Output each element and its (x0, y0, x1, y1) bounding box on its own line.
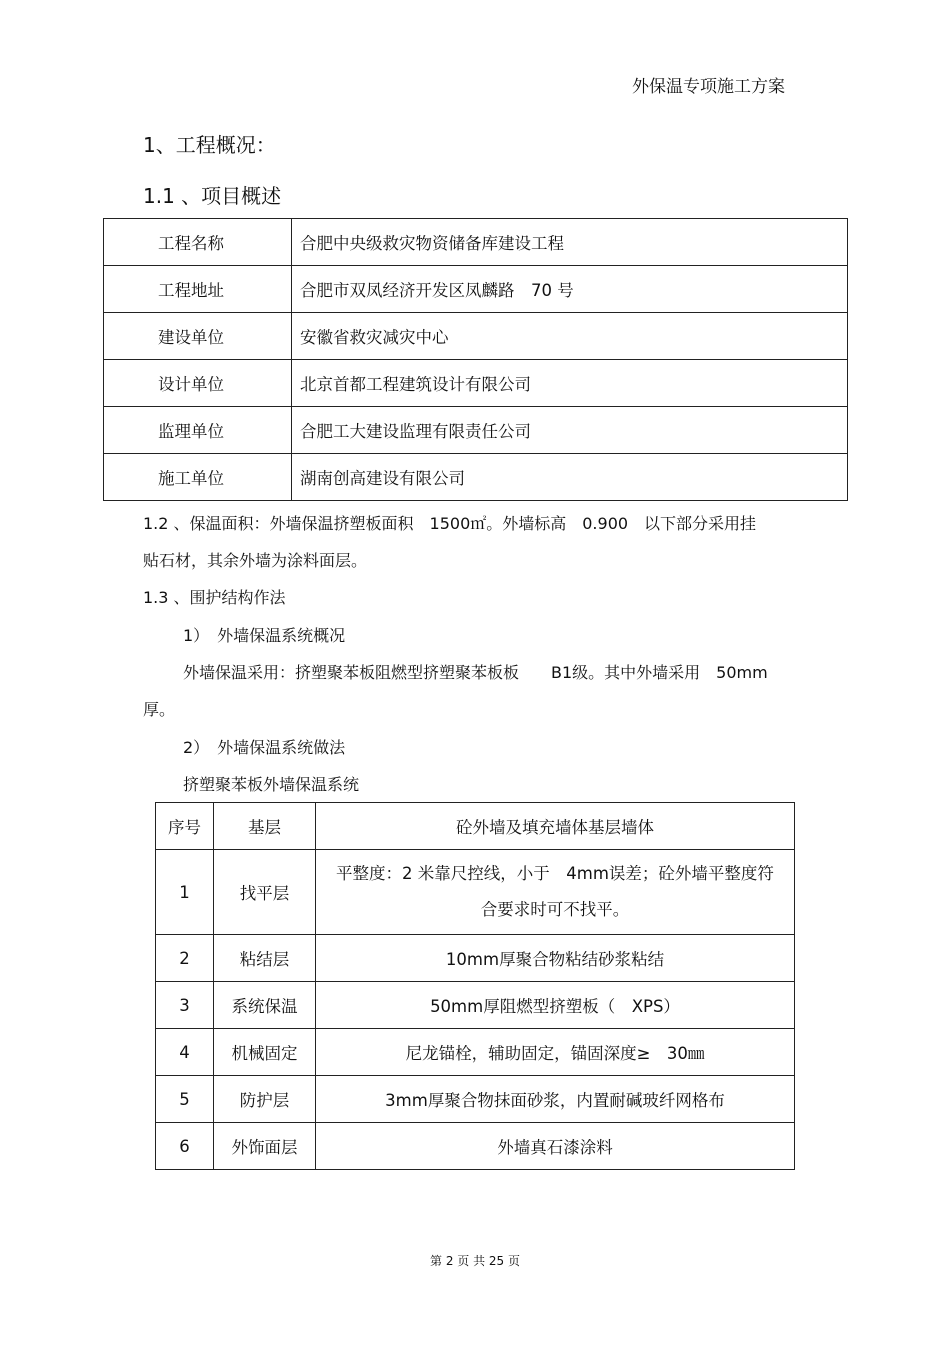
row-number: 2 (156, 935, 214, 982)
paragraph-1-2-line1: 1.2 、保温面积：外墙保温挤塑板面积 1500㎡。外墙标高 0.900 以下部分采用挂 (143, 514, 757, 533)
row-layer-name: 找平层 (214, 850, 316, 935)
row-description: 外墙真石漆涂料 (316, 1123, 795, 1170)
item-1-text-line1: 外墙保温采用：挤塑聚苯板阻燃型挤塑聚苯板板 B1级。其中外墙采用 50mm (183, 663, 768, 682)
row-label: 施工单位 (104, 454, 292, 501)
row-description: 50mm厚阻燃型挤塑板（ XPS） (316, 982, 795, 1029)
row-layer-name: 防护层 (214, 1076, 316, 1123)
row-description: 尼龙锚栓，辅助固定，锚固深度≥ 30㎜ (316, 1029, 795, 1076)
row-layer-name: 机械固定 (214, 1029, 316, 1076)
table-row (156, 1029, 795, 1076)
table-row (156, 1123, 795, 1170)
row-layer-name: 系统保温 (214, 982, 316, 1029)
table-row (104, 266, 848, 313)
row-number: 6 (156, 1123, 214, 1170)
item-1-heading: 1） 外墙保温系统概况 (183, 626, 346, 645)
table-row (156, 935, 795, 982)
table-row (156, 982, 795, 1029)
row-number: 1 (156, 850, 214, 935)
table-header-row (156, 803, 795, 850)
row-layer-name: 粘结层 (214, 935, 316, 982)
row-number: 3 (156, 982, 214, 1029)
row-label: 工程地址 (104, 266, 292, 313)
row-value: 湖南创高建设有限公司 (292, 454, 848, 501)
row-description: 10mm厚聚合物粘结砂浆粘结 (316, 935, 795, 982)
section-1-1-heading: 1.1 、项目概述 (143, 184, 282, 208)
section-1-heading: 1、工程概况： (143, 133, 276, 157)
project-overview-table (103, 218, 848, 501)
paragraph-1-2-line2: 贴石材，其余外墙为涂料面层。 (143, 551, 368, 570)
table-row (104, 219, 848, 266)
row-label: 工程名称 (104, 219, 292, 266)
header-cell: 序号 (156, 803, 214, 850)
row-value: 安徽省救灾减灾中心 (292, 313, 848, 360)
row-value: 北京首都工程建筑设计有限公司 (292, 360, 848, 407)
row-description-line2: 合要求时可不找平。 (480, 900, 630, 919)
header-cell: 基层 (214, 803, 316, 850)
table-row (104, 313, 848, 360)
table-row (156, 850, 795, 935)
row-value: 合肥市双凤经济开发区凤麟路 70 号 (292, 266, 848, 313)
item-1-text-line2: 厚。 (143, 700, 176, 719)
table-row (104, 360, 848, 407)
row-value: 合肥工大建设监理有限责任公司 (292, 407, 848, 454)
header-cell: 砼外墙及填充墙体基层墙体 (316, 803, 795, 850)
system-title: 挤塑聚苯板外墙保温系统 (183, 775, 360, 794)
row-description: 3mm厚聚合物抹面砂浆，内置耐碱玻纤网格布 (316, 1076, 795, 1123)
row-label: 建设单位 (104, 313, 292, 360)
table-row (104, 407, 848, 454)
item-2-heading: 2） 外墙保温系统做法 (183, 738, 346, 757)
page-footer: 第 2 页 共 25 页 (430, 1254, 520, 1268)
row-number: 5 (156, 1076, 214, 1123)
paragraph-1-3-heading: 1.3 、围护结构作法 (143, 588, 286, 607)
row-layer-name: 外饰面层 (214, 1123, 316, 1170)
row-value: 合肥中央级救灾物资储备库建设工程 (292, 219, 848, 266)
row-label: 设计单位 (104, 360, 292, 407)
table-row (156, 1076, 795, 1123)
table-row (104, 454, 848, 501)
row-label: 监理单位 (104, 407, 292, 454)
page-header: 外保温专项施工方案 (632, 77, 785, 97)
row-number: 4 (156, 1029, 214, 1076)
insulation-layer-table (155, 802, 795, 1170)
row-description (316, 850, 795, 935)
row-description-line1: 平整度：2 米靠尺控线，小于 4mm误差；砼外墙平整度符 (336, 864, 774, 883)
